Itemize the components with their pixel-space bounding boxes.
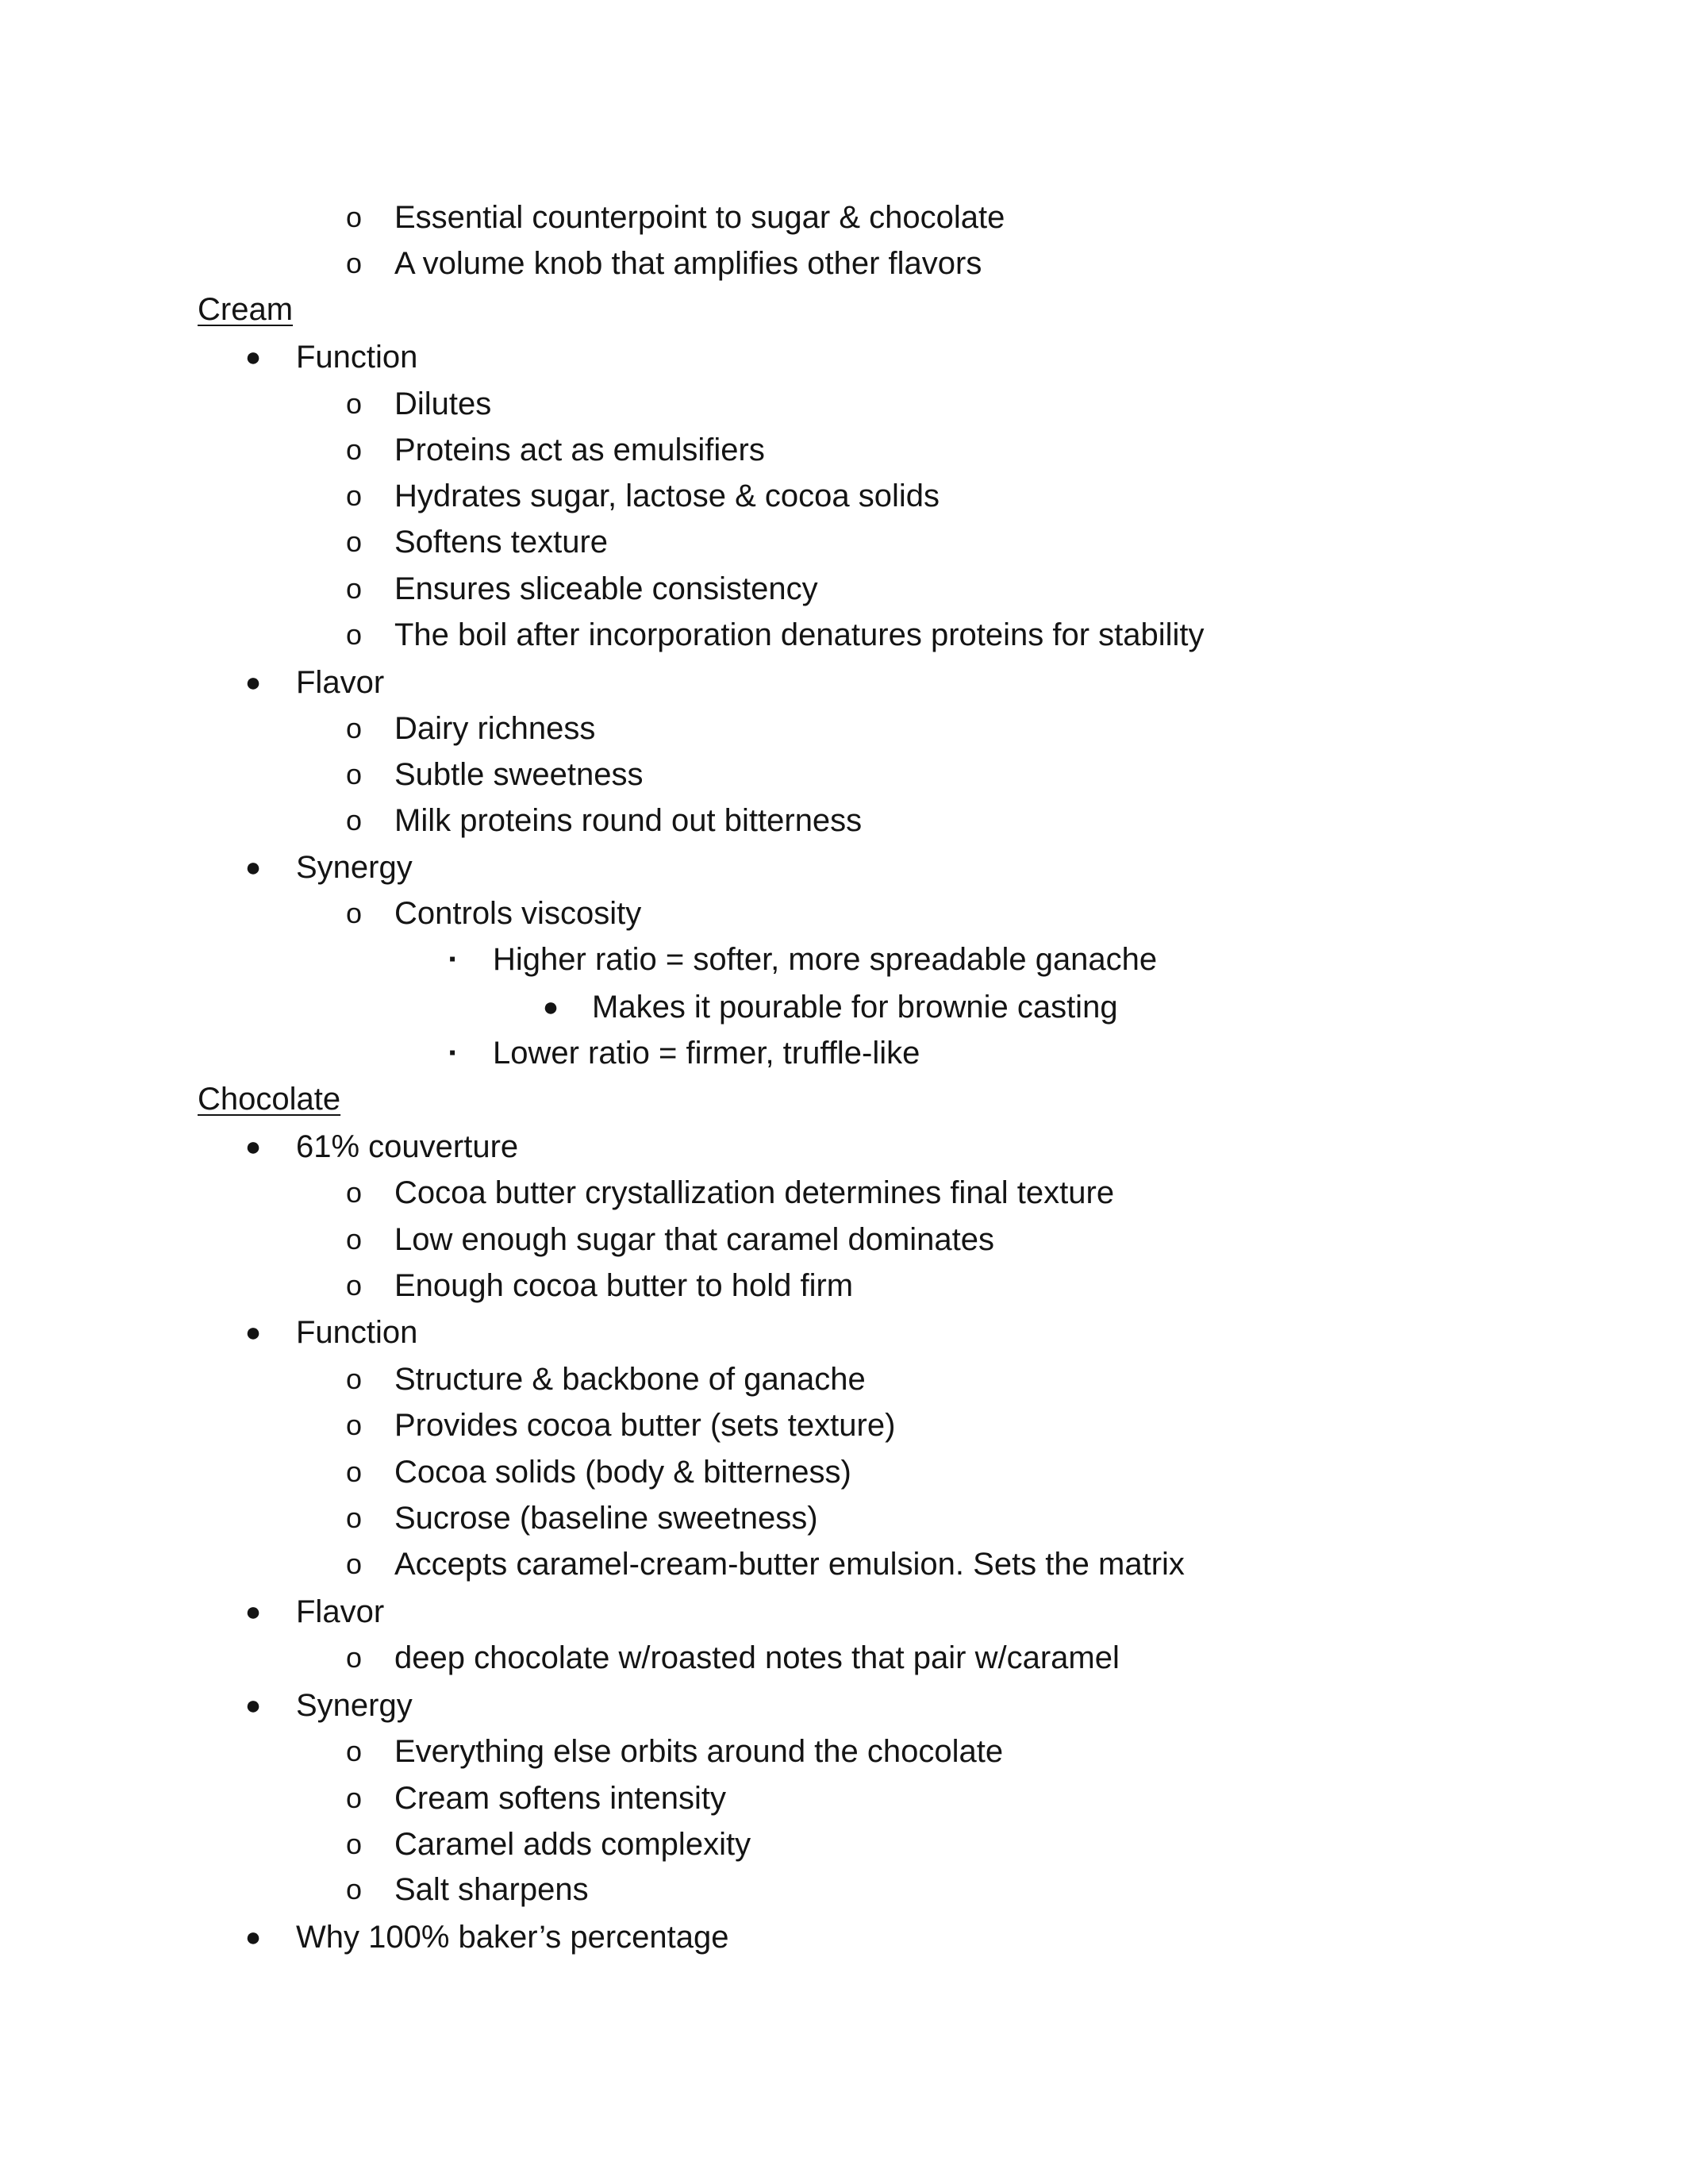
list-item	[0, 1635, 1687, 1681]
bullet-disc: ●	[244, 852, 262, 882]
list-item-text: Cocoa solids (body & bitterness)	[394, 1455, 851, 1490]
bullet-circle: o	[345, 1735, 363, 1767]
list-item-text: Why 100% baker’s percentage	[296, 1920, 729, 1955]
list-item-text: Dairy richness	[394, 711, 596, 746]
list-item-text: Hydrates sugar, lactose & cocoa solids	[394, 479, 940, 513]
list-item-text: Makes it pourable for brownie casting	[592, 990, 1118, 1025]
bullet-circle: o	[345, 1641, 363, 1674]
list-item	[0, 1030, 1687, 1076]
list-item-text: Structure & backbone of ganache	[394, 1362, 866, 1397]
bullet-circle: o	[345, 1223, 363, 1255]
bullet-circle: o	[345, 1548, 363, 1580]
list-item-text: Synergy	[296, 850, 413, 885]
bullet-circle: o	[345, 1502, 363, 1534]
list-item	[0, 1495, 1687, 1541]
bullet-circle: o	[345, 758, 363, 790]
bullet-circle: o	[345, 712, 363, 744]
list-item	[0, 1170, 1687, 1216]
bullet-circle: o	[345, 572, 363, 605]
list-item-text: deep chocolate w/roasted notes that pair w/caramel	[394, 1640, 1120, 1675]
bullet-disc: ●	[244, 342, 262, 372]
list-item	[0, 1775, 1687, 1821]
list-item-text: Higher ratio = softer, more spreadable ganache	[493, 942, 1158, 977]
bullet-circle: o	[345, 1363, 363, 1395]
list-item	[0, 473, 1687, 519]
bullet-circle: o	[345, 1269, 363, 1302]
list-item-function	[0, 1309, 1687, 1355]
list-item-text: 61% couverture	[296, 1129, 519, 1164]
list-item	[0, 427, 1687, 473]
list-item-text: Cream softens intensity	[394, 1781, 726, 1816]
bullet-circle: o	[345, 897, 363, 929]
bullet-disc: ●	[244, 1922, 262, 1952]
list-item-text: Lower ratio = firmer, truffle-like	[493, 1036, 920, 1071]
list-item-flavor	[0, 659, 1687, 706]
list-item-function	[0, 334, 1687, 380]
section-heading-cream	[0, 286, 1687, 333]
list-item-text: Softens texture	[394, 525, 609, 559]
section-heading-chocolate	[0, 1076, 1687, 1122]
bullet-disc: ●	[244, 1690, 262, 1721]
bullet-circle: o	[345, 525, 363, 558]
list-item	[0, 381, 1687, 427]
bullet-circle: o	[345, 433, 363, 466]
list-item-text: Everything else orbits around the chocolate	[394, 1734, 1004, 1769]
list-item	[0, 1217, 1687, 1263]
list-item-text: Ensures sliceable consistency	[394, 571, 818, 606]
list-item-text: Controls viscosity	[394, 896, 642, 931]
list-item	[0, 890, 1687, 936]
list-item-text: Accepts caramel-cream-butter emulsion. Sets the matrix	[394, 1547, 1185, 1582]
bullet-circle: o	[345, 618, 363, 651]
list-item-text: The boil after incorporation denatures proteins for stability	[394, 617, 1205, 652]
bullet-circle: o	[345, 1176, 363, 1209]
list-item	[0, 194, 1687, 240]
bullet-circle: o	[345, 387, 363, 420]
list-item-why	[0, 1914, 1687, 1960]
list-item-text: Salt sharpens	[394, 1872, 589, 1907]
bullet-circle: o	[345, 804, 363, 836]
list-item-text: Flavor	[296, 1594, 385, 1629]
list-item-text: Flavor	[296, 665, 385, 700]
list-item	[0, 936, 1687, 982]
list-item-text: Proteins act as emulsifiers	[394, 433, 765, 467]
list-item	[0, 1402, 1687, 1448]
bullet-square: ▪	[448, 948, 456, 970]
list-item-text: Dilutes	[394, 386, 492, 421]
list-item-text: Milk proteins round out bitterness	[394, 803, 863, 838]
bullet-circle: o	[345, 1873, 363, 1905]
list-item	[0, 1356, 1687, 1402]
section-heading-text: Cream	[198, 292, 294, 327]
bullet-circle: o	[345, 1828, 363, 1860]
list-item	[0, 240, 1687, 286]
list-item-flavor	[0, 1589, 1687, 1635]
list-item	[0, 519, 1687, 565]
bullet-circle: o	[345, 479, 363, 512]
list-item	[0, 752, 1687, 798]
bullet-disc: ●	[244, 1132, 262, 1162]
list-item-text: Provides cocoa butter (sets texture)	[394, 1408, 896, 1443]
bullet-disc: ●	[244, 1597, 262, 1627]
bullet-circle: o	[345, 201, 363, 233]
list-item	[0, 1728, 1687, 1774]
list-item-text: Function	[296, 1315, 418, 1350]
list-item	[0, 1821, 1687, 1867]
bullet-circle: o	[345, 1409, 363, 1441]
list-item-text: Enough cocoa butter to hold firm	[394, 1268, 854, 1303]
bullet-disc: ●	[244, 1317, 262, 1348]
section-heading-text: Chocolate	[198, 1082, 341, 1117]
list-item-text: A volume knob that amplifies other flavors	[394, 246, 982, 281]
bullet-square: ▪	[448, 1042, 456, 1063]
bullet-disc: ●	[542, 992, 559, 1022]
bullet-circle: o	[345, 247, 363, 279]
list-item	[0, 1263, 1687, 1309]
list-item-text: Sucrose (baseline sweetness)	[394, 1501, 818, 1536]
list-item-text: Essential counterpoint to sugar & chocolate	[394, 200, 1005, 235]
list-item-couverture	[0, 1124, 1687, 1170]
list-item-text: Synergy	[296, 1688, 413, 1723]
list-item-text: Caramel adds complexity	[394, 1827, 751, 1862]
list-item-synergy	[0, 844, 1687, 890]
list-item	[0, 984, 1687, 1030]
list-item-text: Cocoa butter crystallization determines final texture	[394, 1175, 1115, 1210]
list-item-text: Low enough sugar that caramel dominates	[394, 1222, 995, 1257]
list-item-text: Function	[296, 340, 418, 375]
list-item	[0, 798, 1687, 844]
list-item-text: Subtle sweetness	[394, 757, 644, 792]
list-item-synergy	[0, 1682, 1687, 1728]
bullet-circle: o	[345, 1782, 363, 1814]
list-item	[0, 566, 1687, 612]
bullet-disc: ●	[244, 667, 262, 698]
list-item	[0, 1867, 1687, 1913]
list-item	[0, 706, 1687, 752]
list-item	[0, 1449, 1687, 1495]
list-item	[0, 612, 1687, 658]
bullet-circle: o	[345, 1455, 363, 1488]
list-item	[0, 1541, 1687, 1587]
